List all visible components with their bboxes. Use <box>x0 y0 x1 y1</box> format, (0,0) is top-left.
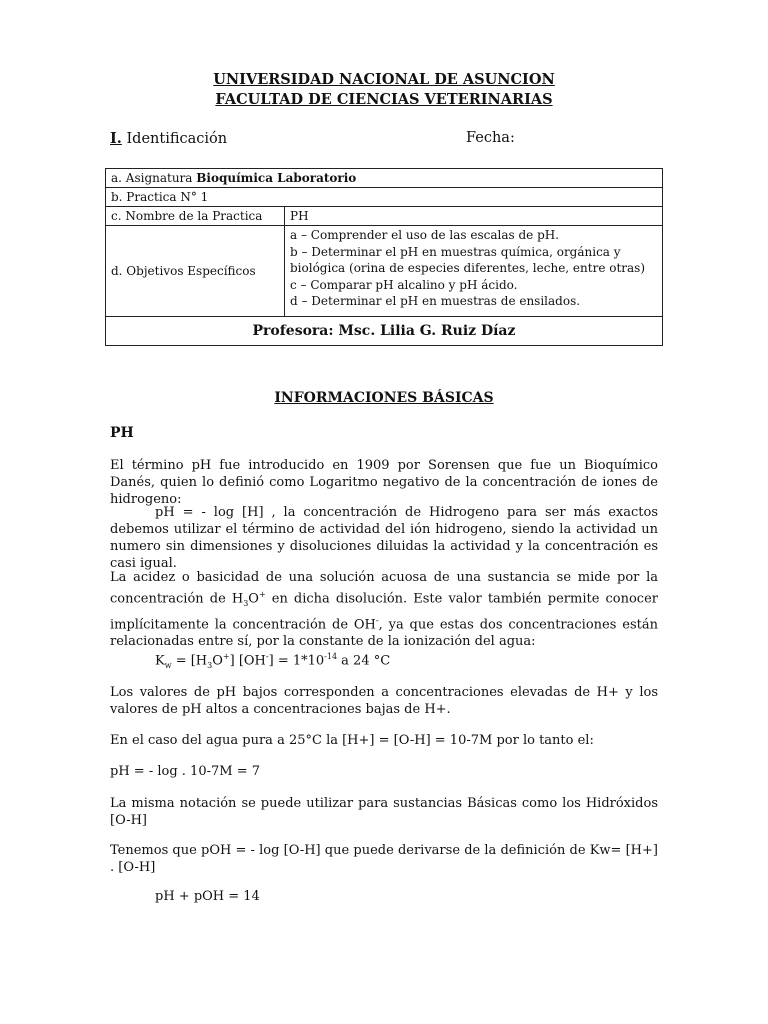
identification-label: Identificación <box>126 131 228 147</box>
text-run: La acidez o basicidad de una solución acuosa de una sustancia se mide por la concentración de H <box>110 570 658 607</box>
section-title: INFORMACIONES BÁSICAS <box>274 390 494 406</box>
identification-table <box>105 168 663 346</box>
objective-line: b – Determinar el pH en muestras química, orgánica y <box>290 244 621 259</box>
paragraph-definition: pH = - log [H] , la concentración de Hidrogeno para ser más exactos debemos utilizar el término de actividad del ión hidrogeno, siendo la actividad un numero sin dimensiones y disoluciones diluidas la actividad y la concentración es casi igual. <box>110 505 658 571</box>
subject-key: a. Asignatura <box>111 171 193 185</box>
paragraph-poh: Tenemos que pOH = - log [O-H] que puede derivarse de la definición de Kw= [H+] . [O-H] <box>110 843 658 875</box>
text-run: ] [OH <box>229 653 266 669</box>
table-row <box>106 207 663 226</box>
text-run: K <box>155 653 165 669</box>
paragraph-acidity <box>110 569 658 650</box>
text-run: , ya que estas dos concentraciones están relacionadas entre sí, por la constante de la ionización del agua: <box>110 617 658 650</box>
practice-name-value: PH <box>285 207 663 226</box>
text-run: ] = 1*10 <box>268 653 325 669</box>
paragraph-intro: El término pH fue introducido en 1909 por Sorensen que fue un Bioquímico Danés, quien lo definió como Logaritmo negativo de la concentración de iones de hidrogeno: <box>110 458 658 507</box>
text-run: O <box>212 653 223 669</box>
text-run: + <box>258 590 266 599</box>
ph-heading: PH <box>110 425 134 441</box>
table-row <box>106 316 663 345</box>
kw-formula <box>155 652 390 670</box>
table-row <box>106 169 663 188</box>
text-run: - <box>375 615 379 625</box>
text-run: = [H <box>171 653 208 669</box>
date-label: Fecha: <box>466 130 515 146</box>
identification-heading <box>110 130 227 147</box>
table-row <box>106 188 663 207</box>
practice-name-key: c. Nombre de la Practica <box>106 207 285 226</box>
objective-line: c – Comparar pH alcalino y pH ácido. <box>290 277 518 292</box>
ph-equation: pH = - log . 10-7M = 7 <box>110 764 260 779</box>
objective-line: d – Determinar el pH en muestras de ensilados. <box>290 294 581 308</box>
text-run: en dicha disolución. Este valor también permite conocer implícitamente la concentración de OH <box>110 591 658 633</box>
text-run: + <box>222 652 230 661</box>
university-name: UNIVERSIDAD NACIONAL DE ASUNCION <box>213 71 555 88</box>
professor-name: Profesora: Msc. Lilia G. Ruiz Díaz <box>106 316 663 345</box>
text-run: 3 <box>243 598 249 608</box>
paragraph-ph-values: Los valores de pH bajos corresponden a concentraciones elevadas de H+ y los valores de pH altos a concentraciones bajas de H+. <box>110 685 658 717</box>
objectives-key: d. Objetivos Específicos <box>106 226 285 317</box>
document-header <box>0 70 768 110</box>
ph-poh-sum: pH + pOH = 14 <box>155 889 260 904</box>
paragraph-pure-water: En el caso del agua pura a 25°C la [H+] = [O-H] = 10-7M por lo tanto el: <box>110 733 594 748</box>
table-row <box>106 226 663 317</box>
faculty-name: FACULTAD DE CIENCIAS VETERINARIAS <box>215 91 553 108</box>
text-run: O <box>248 591 259 607</box>
objective-line: biológica (orina de especies diferentes, leche, entre otras) <box>290 261 646 275</box>
objectives-value <box>285 226 663 317</box>
paragraph-basic-notation: La misma notación se puede utilizar para sustancias Básicas como los Hidróxidos [O-H] <box>110 796 658 828</box>
section-number: I. <box>110 130 122 147</box>
subject-cell <box>106 169 663 188</box>
text-run: a 24 °C <box>337 653 391 669</box>
objective-line: a – Comprender el uso de las escalas de pH. <box>290 228 560 242</box>
text-run: 3 <box>207 660 213 670</box>
text-run: w <box>164 660 172 670</box>
practice-number-cell: b. Practica N° 1 <box>106 188 663 207</box>
text-run: - <box>265 652 269 661</box>
text-run: -14 <box>324 652 338 661</box>
subject-value: Bioquímica Laboratorio <box>196 171 357 185</box>
